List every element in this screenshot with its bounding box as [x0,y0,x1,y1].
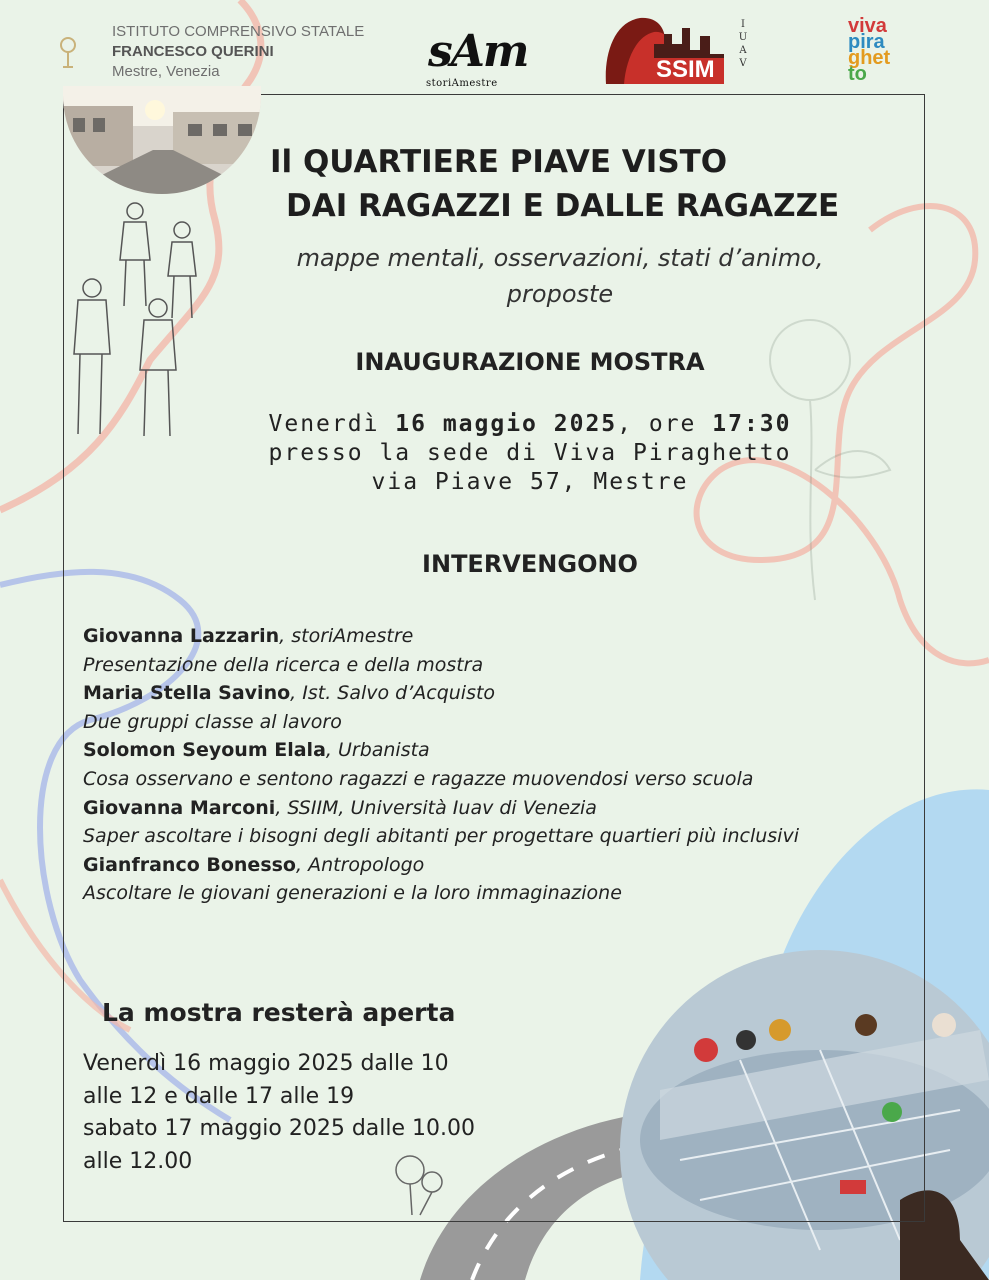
speaker-talk: Presentazione della ricerca e della mostra [83,653,484,676]
event-place: presso la sede di Viva Piraghetto [268,440,792,466]
opening-hours-line: alle 12 e dalle 17 alle 19 [83,1083,355,1109]
school-line-3: Mestre, Venezia [112,63,220,80]
speaker-entry [83,736,963,793]
school-line-2: FRANCESCO QUERINI [112,43,274,60]
event-subtitle [240,240,880,312]
speaker-talk: Due gruppi classe al lavoro [83,710,342,733]
speaker-name: Maria Stella Savino [83,682,291,705]
speaker-entry [83,679,963,736]
speaker-talk: Ascoltare le giovani generazioni e la loro immaginazione [83,882,622,905]
speakers-heading: INTERVENGONO [422,550,638,578]
speaker-entry [83,622,963,679]
iuav-letter: V [739,58,747,69]
opening-hours-heading: La mostra resterà aperta [102,998,456,1027]
viva-logo-line: pira [848,31,885,53]
opening-hours-line: Venerdì 16 maggio 2025 dalle 10 [83,1051,449,1076]
storiamestre-logo [424,18,528,94]
speaker-talk: Saper ascoltare i bisogni degli abitanti per progettare quartieri più inclusivi [83,825,799,848]
event-details [200,410,860,497]
speaker-affiliation: , Urbanista [325,739,430,762]
ssim-logo [604,14,732,86]
speaker-affiliation: , Antropologo [296,853,425,876]
event-title [270,140,890,228]
inauguration-heading: INAUGURAZIONE MOSTRA [355,348,705,376]
viva-piraghetto-logo [848,15,928,85]
event-time-prefix: , ore [617,411,713,437]
event-date: 16 maggio 2025 [395,411,618,437]
speaker-entry [83,794,963,851]
storiamestre-logo-mark: sAm [428,26,528,77]
viva-logo-line: ghet [848,47,891,69]
speaker-affiliation: , SSIIM, Università Iuav di Venezia [275,796,597,819]
viva-logo-line: to [848,63,867,85]
torch-icon [58,36,78,70]
speaker-name: Giovanna Marconi [83,796,276,819]
speaker-talk: Cosa osservano e sentono ragazzi e ragazze muovendosi verso scuola [83,767,754,790]
subtitle-line-2: proposte [506,280,614,308]
opening-hours-line: sabato 17 maggio 2025 dalle 10.00 [83,1116,476,1141]
event-time: 17:30 [712,411,792,437]
title-line-2: DAI RAGAZZI E DALLE RAGAZZE [286,188,840,224]
event-date-line [200,410,860,439]
event-address: via Piave 57, Mestre [371,469,689,495]
opening-hours [83,1048,543,1178]
speaker-entry [83,851,963,908]
event-day: Venerdì [268,411,396,437]
iuav-letter: I [741,19,745,30]
subtitle-line-1: mappe mentali, osservazioni, stati d’animo, [296,244,824,272]
school-name [112,22,364,82]
iuav-logo [736,18,750,70]
opening-hours-line: alle 12.00 [83,1148,193,1174]
school-line-1: ISTITUTO COMPRENSIVO STATALE [112,23,365,40]
title-line-1: Il QUARTIERE PIAVE VISTO [270,144,728,180]
ssim-logo-text: SSIM [656,56,715,83]
speaker-affiliation: , Ist. Salvo d’Acquisto [290,682,496,705]
iuav-letter: A [739,45,747,56]
speaker-name: Giovanna Lazzarin [83,625,280,647]
walking-kids-drawing [62,196,202,448]
viva-logo-line: viva [848,15,887,37]
iuav-letter: U [738,32,748,43]
speakers-list [83,622,963,908]
speaker-affiliation: , storiAmestre [279,625,414,647]
speaker-name: Solomon Seyoum Elala [83,739,326,762]
storiamestre-logo-text: storiAmestre [426,78,498,89]
speaker-name: Gianfranco Bonesso [83,853,296,876]
